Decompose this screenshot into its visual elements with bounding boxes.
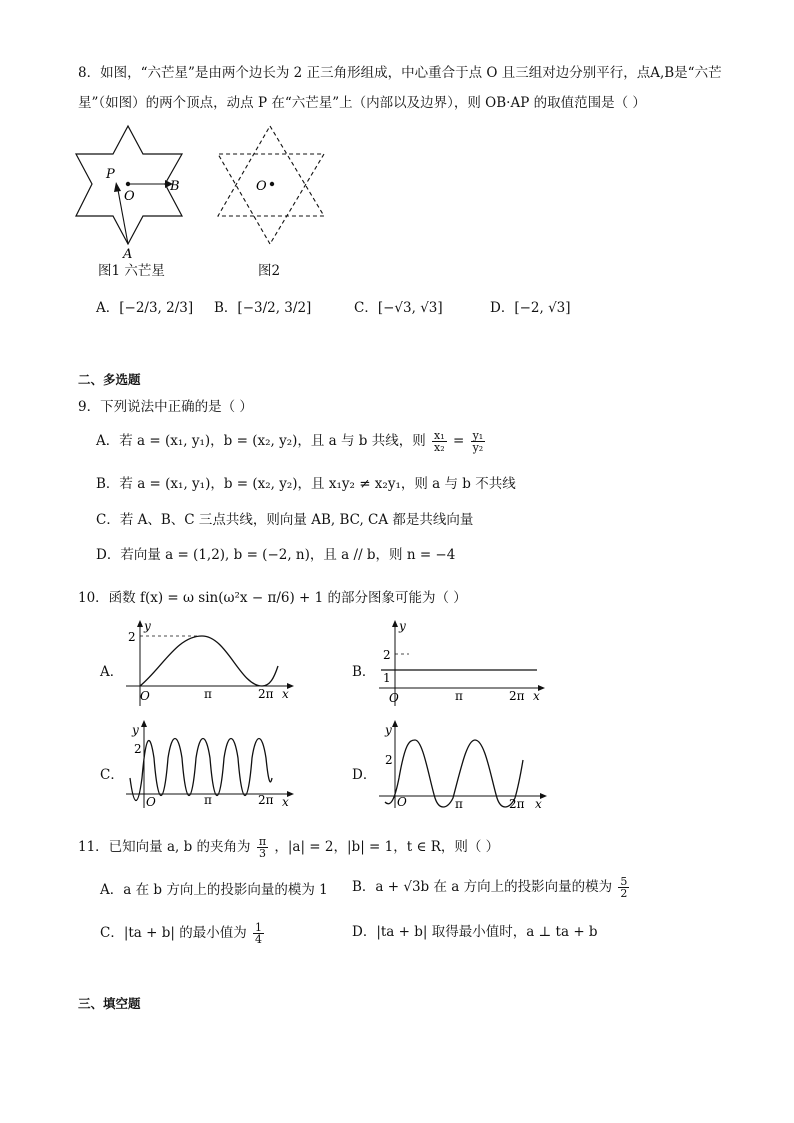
q10-graph-b[interactable] [375, 618, 551, 708]
tick-2pi: 2π [509, 689, 525, 703]
label-a: A [123, 247, 133, 260]
q8-option-d[interactable] [490, 298, 571, 318]
q9-option-c[interactable]: C．若 A、B、C 三点共线，则向量 AB, BC, CA 都是共线向量 [96, 512, 474, 528]
q9-stem: 9．下列说法中正确的是（ ） [78, 399, 253, 415]
figure-1-hexagram [70, 120, 190, 260]
q11-option-c[interactable] [100, 922, 266, 945]
q10-graph-d[interactable] [375, 718, 551, 810]
axis-label-x: x [533, 689, 540, 703]
numerator: π [258, 835, 267, 848]
fraction [618, 876, 629, 899]
tick-2: 2 [385, 753, 393, 767]
denominator: y₂ [472, 441, 484, 454]
axis-label-x: x [282, 687, 289, 701]
section-title-multi-choice: 二、多选题 [78, 372, 141, 387]
tick-2pi: 2π [509, 797, 525, 810]
q11-option-b[interactable] [352, 876, 631, 899]
denominator: 3 [258, 847, 266, 860]
option-label: D． [490, 300, 515, 316]
origin-label: O [397, 795, 407, 809]
q10-graph-a[interactable] [122, 618, 298, 708]
q8-line2: 星”（如图）的两个顶点，动点 P 在“六芒星”上（内部以及边界），则 OB·AP 的取值范围是（ ） [78, 95, 646, 111]
label-b: B [170, 179, 180, 194]
origin-label: O [389, 691, 399, 705]
axis-label-y: y [144, 619, 151, 633]
q10-stem: 10．函数 f(x) = ω sin(ω²x − π/6) + 1 的部分图象可能为（ ） [78, 590, 467, 606]
q11-option-d[interactable]: D．|ta + b| 取得最小值时，a ⊥ ta + b [352, 924, 598, 940]
q8-option-a[interactable] [96, 298, 193, 318]
stem-text: ，|a| = 2，|b| = 1，t ∈ R，则（ ） [274, 839, 500, 855]
fraction-x [432, 430, 447, 453]
q8-option-c[interactable] [354, 298, 443, 318]
option-label: A． [96, 300, 120, 316]
origin-label: O [146, 795, 156, 809]
label-p: P [106, 167, 115, 182]
axis-label-x: x [535, 797, 542, 810]
option-label: A． [96, 433, 120, 449]
q8-option-b[interactable] [214, 298, 311, 318]
q10-option-a-label[interactable]: A． [100, 664, 124, 680]
q10-option-d-label[interactable]: D． [352, 767, 377, 783]
denominator: x₂ [434, 441, 445, 454]
equals: = [452, 433, 465, 449]
denominator: 2 [620, 887, 628, 900]
axis-label-x: x [282, 795, 289, 809]
triangle-up [218, 126, 324, 216]
q11-option-a[interactable]: A．a 在 b 方向上的投影向量的模为 1 [100, 882, 328, 898]
option-text: C．|ta + b| 的最小值为 [100, 925, 247, 941]
tick-2pi: 2π [258, 793, 274, 807]
tick-2: 2 [383, 648, 391, 662]
tick-pi: π [455, 689, 463, 703]
tick-1: 1 [383, 671, 391, 685]
label-o: O [124, 189, 135, 204]
tick-2: 2 [134, 742, 142, 756]
figure-2-hexagram [212, 120, 332, 260]
option-label: C． [354, 300, 378, 316]
q11-stem [78, 836, 499, 859]
axis-label-y: y [399, 619, 406, 633]
tick-pi: π [204, 793, 212, 807]
axis-label-y: y [132, 723, 139, 737]
option-text: [−2/3, 2/3] [119, 300, 194, 316]
option-text: 若 a = (x₁, y₁)，b = (x₂, y₂)，且 a 与 b 共线，则 [119, 433, 426, 449]
numerator: x₁ [434, 429, 445, 442]
triangle-down [218, 154, 324, 244]
tick-2pi: 2π [258, 687, 274, 701]
q10-option-c-label[interactable]: C． [100, 767, 124, 783]
tick-2: 2 [128, 630, 136, 644]
numerator: 5 [620, 875, 628, 888]
angle-fraction [257, 836, 268, 859]
tick-pi: π [204, 687, 212, 701]
axis-label-y: y [385, 723, 392, 737]
origin-label: O [140, 689, 150, 703]
option-text: [−2, √3] [514, 300, 571, 316]
point-o [270, 182, 274, 186]
q9-option-b[interactable]: B．若 a = (x₁, y₁)，b = (x₂, y₂)，且 x₁y₂ ≠ x₂y₁，则 a 与 b 不共线 [96, 476, 516, 492]
fraction [253, 922, 264, 945]
fraction-y [471, 430, 486, 453]
arrow-ap [114, 182, 121, 192]
stem-text: 11．已知向量 a, b 的夹角为 [78, 839, 251, 855]
section-title-fill-in: 三、填空题 [78, 996, 141, 1011]
numerator: y₁ [472, 429, 484, 442]
q10-graph-c[interactable] [122, 718, 298, 810]
label-o: O [256, 179, 267, 194]
option-text: B．a + √3b 在 a 方向上的投影向量的模为 [352, 879, 613, 895]
option-label: B． [214, 300, 238, 316]
option-text: [−3/2, 3/2] [237, 300, 312, 316]
figure-1-caption: 图1 六芒星 [98, 263, 165, 279]
q10-option-b-label[interactable]: B． [352, 664, 376, 680]
tick-pi: π [455, 797, 463, 810]
numerator: 1 [255, 921, 263, 934]
figure-2-caption: 图2 [258, 263, 281, 279]
q8-line1: 8．如图，“六芒星”是由两个边长为 2 正三角形组成，中心重合于点 O 且三组对边分别平行，点A,B是“六芒 [78, 65, 722, 81]
q9-option-d[interactable]: D．若向量 a = (1,2), b = (−2, n)，且 a // b，则 n = −4 [96, 547, 456, 563]
q9-option-a[interactable] [96, 430, 487, 453]
option-text: [−√3, √3] [377, 300, 443, 316]
denominator: 4 [255, 933, 263, 946]
